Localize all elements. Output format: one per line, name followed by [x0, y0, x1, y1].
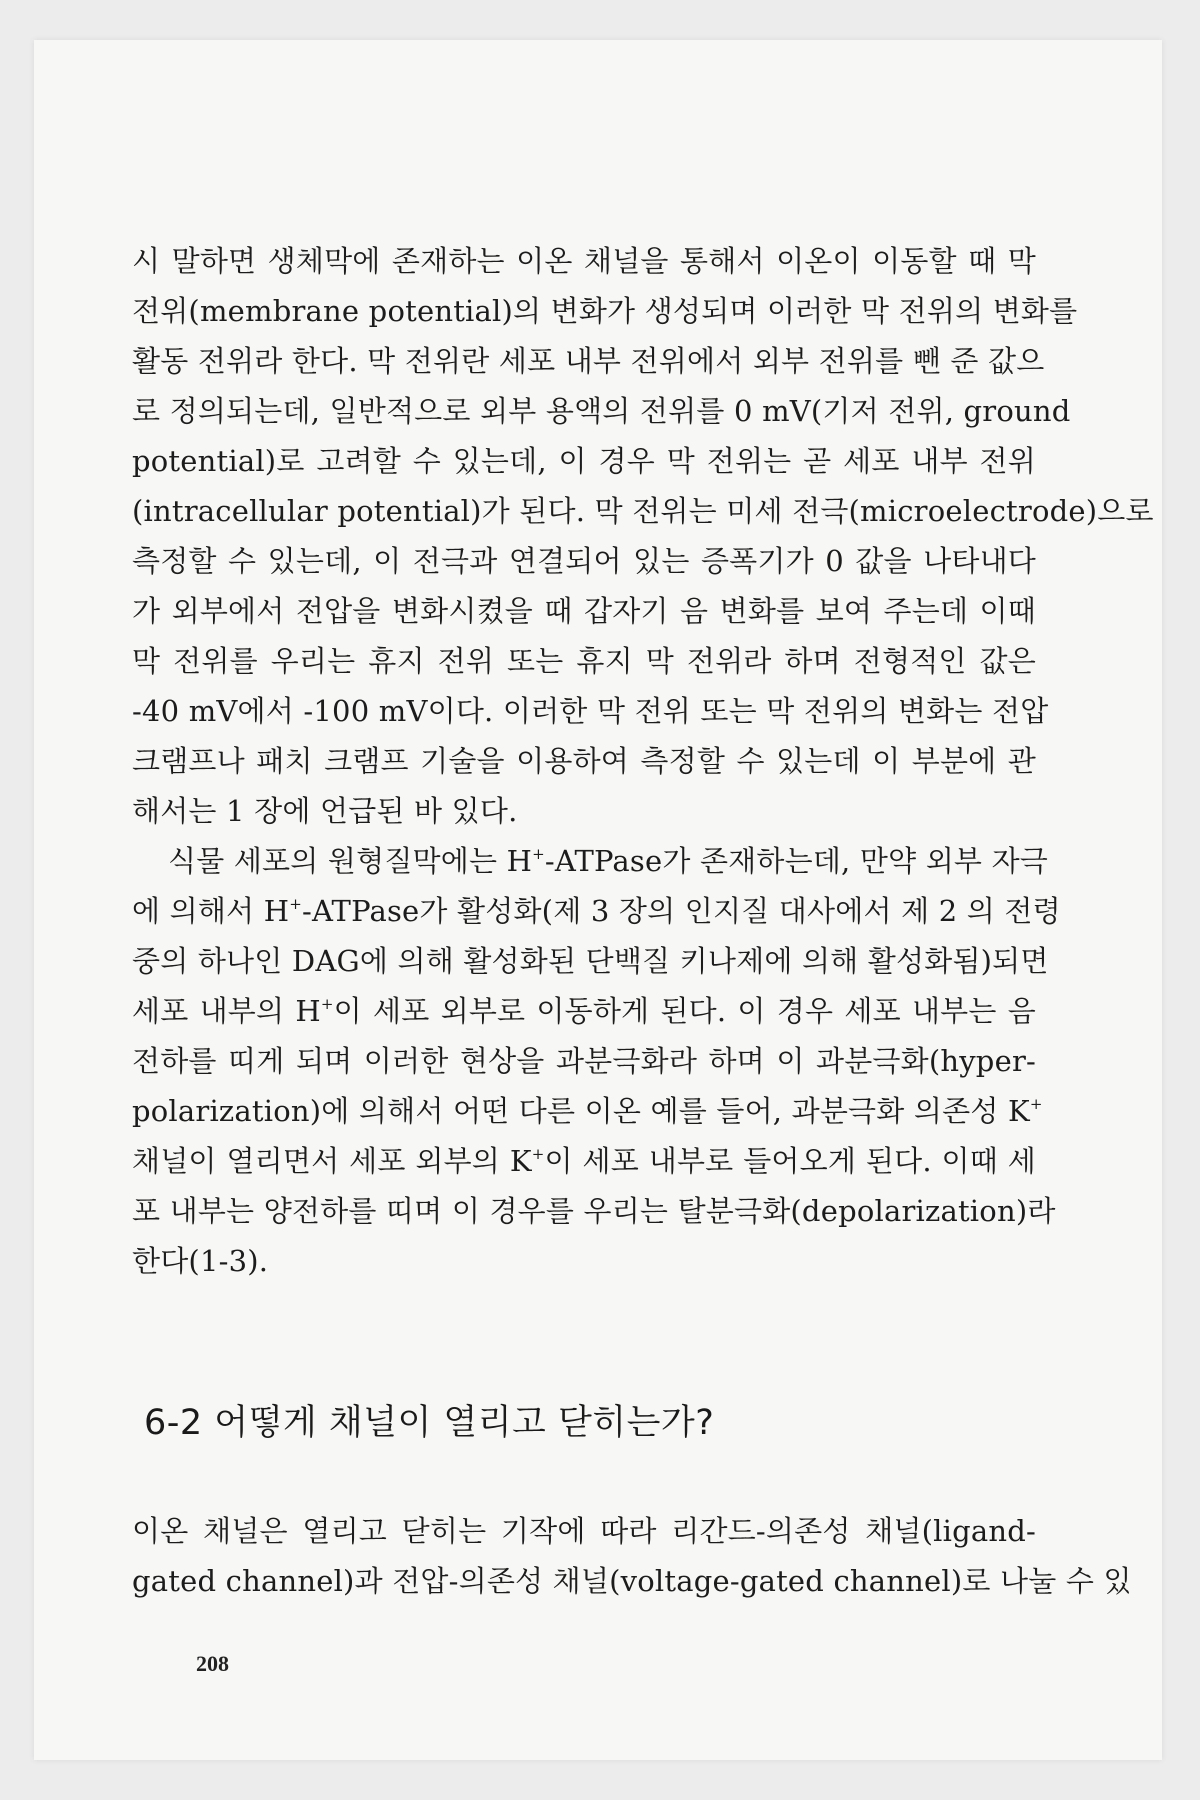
text-line: 전하를 띠게 되며 이러한 현상을 과분극화라 하며 이 과분극화(hyper- — [132, 1044, 1036, 1078]
text-line: potential)로 고려할 수 있는데, 이 경우 막 전위는 곧 세포 내부 전위 — [132, 444, 1036, 478]
page-number: 208 — [196, 1651, 229, 1676]
text-line: 중의 하나인 DAG에 의해 활성화된 단백질 키나제에 의해 활성화됨)되면 — [132, 944, 1049, 978]
text-line: 측정할 수 있는데, 이 전극과 연결되어 있는 증폭기가 0 값을 나타내다 — [132, 544, 1036, 578]
text-line: 활동 전위라 한다. 막 전위란 세포 내부 전위에서 외부 전위를 뺀 준 값으 — [132, 344, 1045, 378]
text-line: 채널이 열리면서 세포 외부의 K+이 세포 내부로 들어오게 된다. 이때 세 — [132, 1144, 1037, 1178]
text-line: polarization)에 의해서 어떤 다른 이온 예를 들어, 과분극화 의존성 K+ — [132, 1094, 1043, 1128]
paragraph-membrane-potential — [132, 236, 1154, 1286]
text-line: 가 외부에서 전압을 변화시켰을 때 갑자기 음 변화를 보여 주는데 이때 — [132, 594, 1036, 628]
section-heading: 6-2 어떻게 채널이 열리고 닫히는가? — [144, 1403, 715, 1443]
text-line: 시 말하면 생체막에 존재하는 이온 채널을 통해서 이온이 이동할 때 막 — [132, 244, 1036, 278]
text-line: -40 mV에서 -100 mV이다. 이러한 막 전위 또는 막 전위의 변화는 전압 — [132, 694, 1049, 728]
text-line: 포 내부는 양전하를 띠며 이 경우를 우리는 탈분극화(depolarization)라 — [132, 1194, 1056, 1228]
text-line: (intracellular potential)가 된다. 막 전위는 미세 전극(microelectrode)으로 — [132, 494, 1154, 528]
text-line: 크램프나 패치 크램프 기술을 이용하여 측정할 수 있는데 이 부분에 관 — [132, 744, 1036, 778]
text-line: 로 정의되는데, 일반적으로 외부 용액의 전위를 0 mV(기저 전위, ground — [132, 394, 1071, 428]
text-line: 세포 내부의 H+이 세포 외부로 이동하게 된다. 이 경우 세포 내부는 음 — [132, 994, 1036, 1028]
text-line: gated channel)과 전압-의존성 채널(voltage-gated channel)로 나눌 수 있 — [132, 1564, 1132, 1598]
text-line: 이온 채널은 열리고 닫히는 기작에 따라 리간드-의존성 채널(ligand- — [132, 1514, 1036, 1548]
text-line: 한다(1-3). — [132, 1244, 269, 1278]
text-line: 식물 세포의 원형질막에는 H+-ATPase가 존재하는데, 만약 외부 자극 — [168, 844, 1048, 878]
text-line: 해서는 1 장에 언급된 바 있다. — [132, 794, 518, 828]
paragraph-channel-types — [132, 1506, 1132, 1606]
book-page — [34, 40, 1162, 1760]
text-line: 전위(membrane potential)의 변화가 생성되며 이러한 막 전위의 변화를 — [132, 294, 1078, 328]
text-line: 막 전위를 우리는 휴지 전위 또는 휴지 막 전위라 하며 전형적인 값은 — [132, 644, 1036, 678]
text-line: 에 의해서 H+-ATPase가 활성화(제 3 장의 인지질 대사에서 제 2 의 전령 — [132, 894, 1061, 928]
